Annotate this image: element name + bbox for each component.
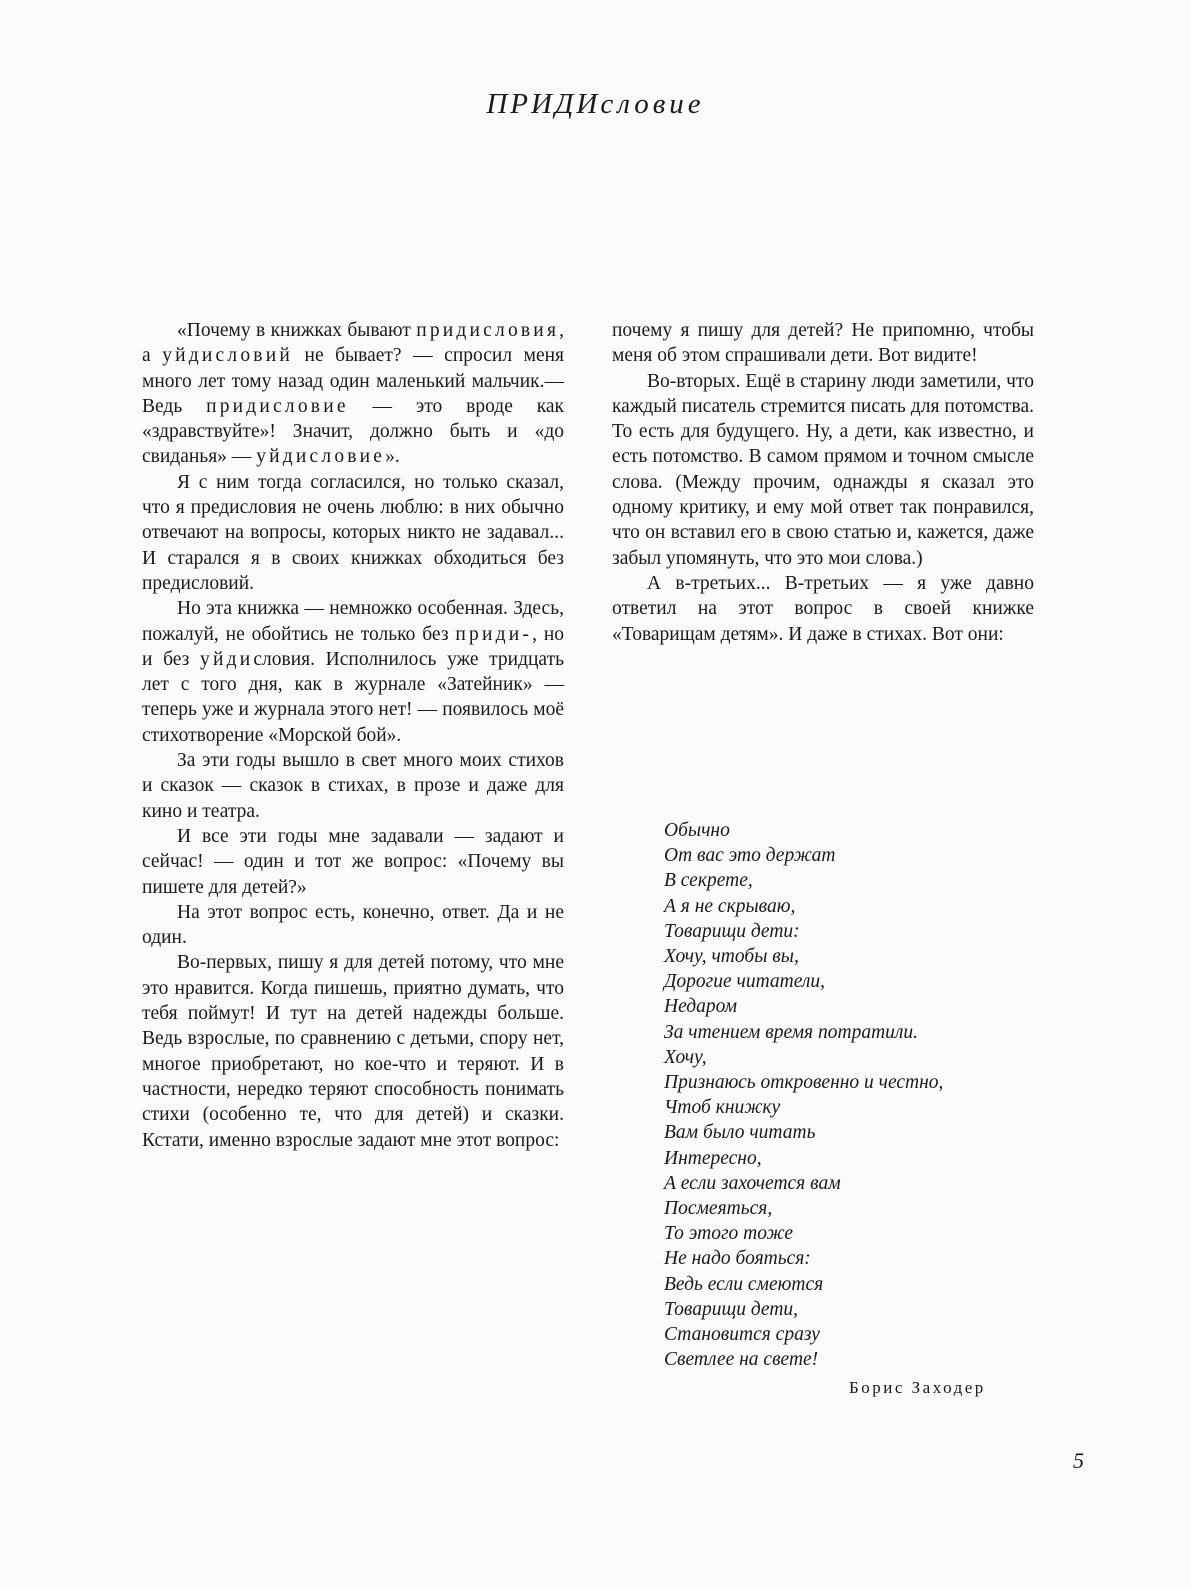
- right-column: [612, 318, 1034, 647]
- spaced-word: придисловия: [416, 320, 560, 341]
- poem-line: Становится сразу: [664, 1324, 820, 1346]
- left-paragraph-1: [142, 318, 564, 470]
- poem-line: Признаюсь откровенно и честно,: [664, 1072, 944, 1094]
- text-run: Но эта книжка — немножко особенная. Здесь, пожалуй, не обойтись не только без: [142, 598, 564, 645]
- text-run: не бывает? — спросил меня много лет тому назад один маленький мальчик.— Ведь: [142, 345, 564, 417]
- poem-line: То этого тоже: [664, 1223, 794, 1245]
- right-paragraph-1: почему я пишу для детей? Не припомню, чтобы меня об этом спрашивали дети. Вот видите!: [612, 320, 1034, 367]
- poem-line: Обычно: [664, 820, 730, 841]
- poem-line: Интересно,: [664, 1147, 762, 1169]
- right-paragraph-2: Во-вторых. Ещё в старину люди заметили, что каждый писатель стремится писать для потомства. То есть для будущего. Ну, а дети, как известно, и есть потомство. В самом прямом и точном смысле слова. (Между прочим, однажды я сказал это одному критику, и ему мой ответ так понравился, что он вставил его в свою статью и, кажется, даже забыл упомянуть, что это мои слова.): [612, 370, 1034, 569]
- poem-line: Ведь если смеются: [664, 1273, 824, 1295]
- poem-line: В секрете,: [664, 870, 753, 892]
- poem-line: Товарищи дети:: [664, 920, 800, 942]
- poem-line: Товарищи дети,: [664, 1298, 799, 1320]
- text-run: словия. Исполнилось уже тридцать лет с того дня, как в журнале «Затейник» — теперь уже и журнала этого нет! — появилось моё стихотворение «Морской бой».: [142, 648, 564, 746]
- text-run: ».: [385, 446, 400, 468]
- poem-line: Дорогие читатели,: [664, 971, 826, 993]
- spaced-word: уйдисловие: [256, 446, 386, 468]
- spaced-word: придисловие: [206, 395, 349, 417]
- poem-line: А я не скрываю,: [664, 895, 796, 917]
- page-title: [0, 88, 1191, 121]
- poem-line: Хочу, чтобы вы,: [664, 946, 799, 968]
- text-run: , а: [142, 320, 564, 367]
- poem-line: За чтением время потратили.: [664, 1021, 919, 1043]
- left-paragraph-2: Я с ним тогда согласился, но только сказал, что я предисловия не очень люблю: в них обычно отвечают на вопросы, которых никто не задавал... И старался я в своих книжках обходиться без предисловий.: [142, 471, 564, 594]
- spaced-word: уйди: [200, 648, 254, 670]
- poem-line: От вас это держат: [664, 845, 836, 867]
- right-paragraph-3: А в-третьих... В-третьих — я уже давно ответил на этот вопрос в своей книжке «Товарищам детям». И даже в стихах. Вот они:: [612, 572, 1034, 645]
- left-column: [142, 318, 564, 1153]
- poem-line: Недаром: [664, 996, 738, 1018]
- poem-line: Вам было читать: [664, 1122, 816, 1144]
- spaced-word: уйдисловий: [162, 345, 293, 367]
- poem: [664, 818, 943, 1372]
- text-run: «Почему в книжках бывают: [177, 320, 417, 341]
- poem-line: Хочу,: [664, 1046, 707, 1068]
- left-paragraph-4: За эти годы вышло в свет много моих стихов и сказок — сказок в стихах, в прозе и даже для кино и театра.: [142, 750, 564, 822]
- title-rest: словие: [600, 88, 705, 120]
- title-caps: ПРИДИ: [486, 88, 601, 120]
- left-paragraph-5: И все эти годы мне задавали — задают и сейчас! — один и тот же вопрос: «Почему вы пишете для детей?»: [142, 825, 564, 898]
- left-paragraph-6: На этот вопрос есть, конечно, ответ. Да и не один.: [142, 901, 564, 949]
- left-paragraph-3: [142, 596, 564, 748]
- poem-line: Светлее на свете!: [664, 1349, 819, 1371]
- author-signature: Борис Заходер: [849, 1378, 986, 1397]
- text-run: — это вроде как «здравствуйте»! Значит, должно быть и «до свиданья» —: [142, 395, 565, 468]
- text-run: , но и без: [142, 623, 565, 670]
- poem-line: А если захочется вам: [664, 1172, 841, 1194]
- left-paragraph-7: Во-первых, пишу я для детей потому, что мне это нравится. Когда пишешь, приятно думать, что тебя поймут! И тут на детей надежды больше. Ведь взрослые, по сравнению с детьми, спору нет, многое приобретают, но кое-что и теряют. И в частности, нередко теряют способность понимать стихи (особенно те, что для детей) и сказки. Кстати, именно взрослые задают мне этот вопрос:: [142, 952, 564, 1151]
- page-number: 5: [1073, 1448, 1084, 1473]
- poem-line: Посмеяться,: [664, 1198, 773, 1220]
- spaced-word: приди-: [455, 623, 533, 645]
- poem-line: Чтоб книжку: [664, 1097, 781, 1119]
- poem-line: Не надо бояться:: [664, 1248, 811, 1270]
